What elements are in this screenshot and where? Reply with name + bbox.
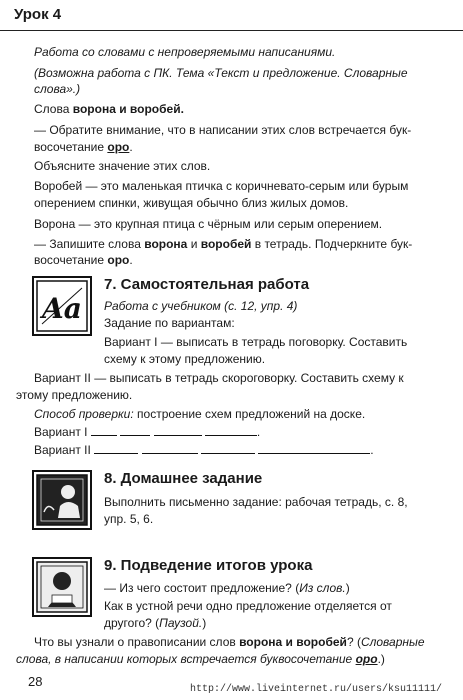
answer-blank xyxy=(205,425,257,436)
text: . xyxy=(129,140,133,154)
section-7-line-2: Задание по вариантам: xyxy=(104,316,235,330)
answer-blank xyxy=(258,443,370,454)
answer-blank xyxy=(142,443,198,454)
homework-icon-graphic xyxy=(34,472,90,528)
section-9-title: 9. Подведение итогов урока xyxy=(104,557,313,574)
text: Что вы узнали о правописании слов xyxy=(34,635,240,649)
intro-line-11 xyxy=(34,236,442,252)
text: восочетание xyxy=(34,253,108,267)
letter-combo: оро xyxy=(355,652,378,666)
text: . xyxy=(129,253,133,267)
word-vorobey: воробей xyxy=(129,102,181,116)
text: ) xyxy=(345,581,350,595)
homework-icon xyxy=(32,470,92,530)
answer-blank xyxy=(201,443,255,454)
letter-combo: оро xyxy=(107,140,130,154)
word-vorona: ворона xyxy=(72,102,116,116)
answer-blank xyxy=(91,425,117,436)
intro-line-3: слова».) xyxy=(34,82,81,96)
summary-icon-graphic xyxy=(34,559,90,615)
section-8-line-2: упр. 5, 6. xyxy=(104,512,154,526)
text: в тетрадь. Подчеркните бук- xyxy=(251,237,413,251)
icon-letters: Aa xyxy=(42,292,82,325)
intro-line-7: Объясните значение этих слов. xyxy=(34,159,211,173)
answer-blank xyxy=(94,443,138,454)
text: . xyxy=(370,443,374,457)
variant-2-label: Вариант II xyxy=(34,443,91,457)
answer: Паузой. xyxy=(159,616,203,630)
answer-blank xyxy=(120,425,150,436)
check-method-label: Способ проверки: xyxy=(34,407,134,421)
section-9-line-2: Как в устной речи одно предложение отделяется от xyxy=(104,599,392,613)
intro-line-5: — Обратите внимание, что в написании этих слов встречается бук- xyxy=(34,123,412,137)
section-8-title: 8. Домашнее задание xyxy=(104,470,263,487)
section-8-line-1: Выполнить письменно задание: рабочая тетрадь, с. 8, xyxy=(104,495,408,509)
variant-1-row xyxy=(34,424,442,440)
text: построение схем предложений на доске. xyxy=(133,407,366,421)
text: ? ( xyxy=(346,635,361,649)
section-7-line-3: Вариант I — выписать в тетрадь поговорку. Составить xyxy=(104,335,408,349)
word-vorona: ворона xyxy=(144,237,188,251)
answer: слова, в написании которых встречается буквосочетание xyxy=(16,652,356,666)
word-vorobey: воробей xyxy=(200,237,252,251)
letter-combo: оро xyxy=(107,253,130,267)
answer: Словарные xyxy=(360,635,425,649)
text: Слова xyxy=(34,102,73,116)
text: и xyxy=(115,102,130,116)
intro-line-2: (Возможна работа с ПК. Тема «Текст и предложение. Словарные xyxy=(34,66,408,80)
text: и xyxy=(187,237,201,251)
answer-blank xyxy=(154,425,202,436)
section-9-line-5 xyxy=(16,651,424,667)
section-7-line-4: схему к этому предложению. xyxy=(104,352,266,366)
page-header xyxy=(0,0,463,31)
text: восочетание xyxy=(34,140,108,154)
handwriting-icon xyxy=(32,276,92,336)
handwriting-icon-graphic xyxy=(34,278,90,334)
section-7-line-1: Работа с учебником (с. 12, упр. 4) xyxy=(104,299,298,313)
words-bold: ворона и воробей xyxy=(239,635,347,649)
intro-line-6 xyxy=(34,139,442,155)
text: . xyxy=(256,425,261,439)
intro-line-4 xyxy=(34,101,442,117)
text: другого? ( xyxy=(104,616,160,630)
section-7-title: 7. Самостоятельная работа xyxy=(104,276,310,293)
intro-line-8: Воробей — это маленькая птичка с коричневато-серым или бурым xyxy=(34,179,409,193)
section-7-line-6: этому предложению. xyxy=(16,388,133,402)
section-9-line-4 xyxy=(34,634,442,650)
section-7-line-5: Вариант II — выписать в тетрадь скороговорку. Составить схему к xyxy=(34,371,404,385)
variant-2-row xyxy=(34,442,442,458)
intro-line-10: Ворона — это крупная птица с чёрным или серым оперением. xyxy=(34,217,383,231)
summary-icon xyxy=(32,557,92,617)
intro-line-12 xyxy=(34,252,442,268)
text: ) xyxy=(202,616,207,630)
text: .) xyxy=(377,652,385,666)
watermark-url: http://www.liveinternet.ru/users/ksu11111/ xyxy=(190,684,443,695)
intro-line-1: Работа со словами с непроверяемыми написаниями. xyxy=(34,45,336,59)
text: — Запишите слова xyxy=(34,237,145,251)
text: — Из чего состоит предложение? ( xyxy=(104,581,300,595)
lesson-title: Урок 4 xyxy=(14,6,62,23)
section-9-line-3 xyxy=(104,615,438,631)
page-number: 28 xyxy=(28,674,43,689)
text: . xyxy=(180,102,184,116)
section-9-line-1 xyxy=(104,580,438,596)
section-7-line-7 xyxy=(34,406,442,422)
answer: Из слов. xyxy=(299,581,346,595)
variant-1-label: Вариант I xyxy=(34,425,88,439)
intro-line-9: оперением спинки, живущая обычно близ жилых домов. xyxy=(34,196,349,210)
